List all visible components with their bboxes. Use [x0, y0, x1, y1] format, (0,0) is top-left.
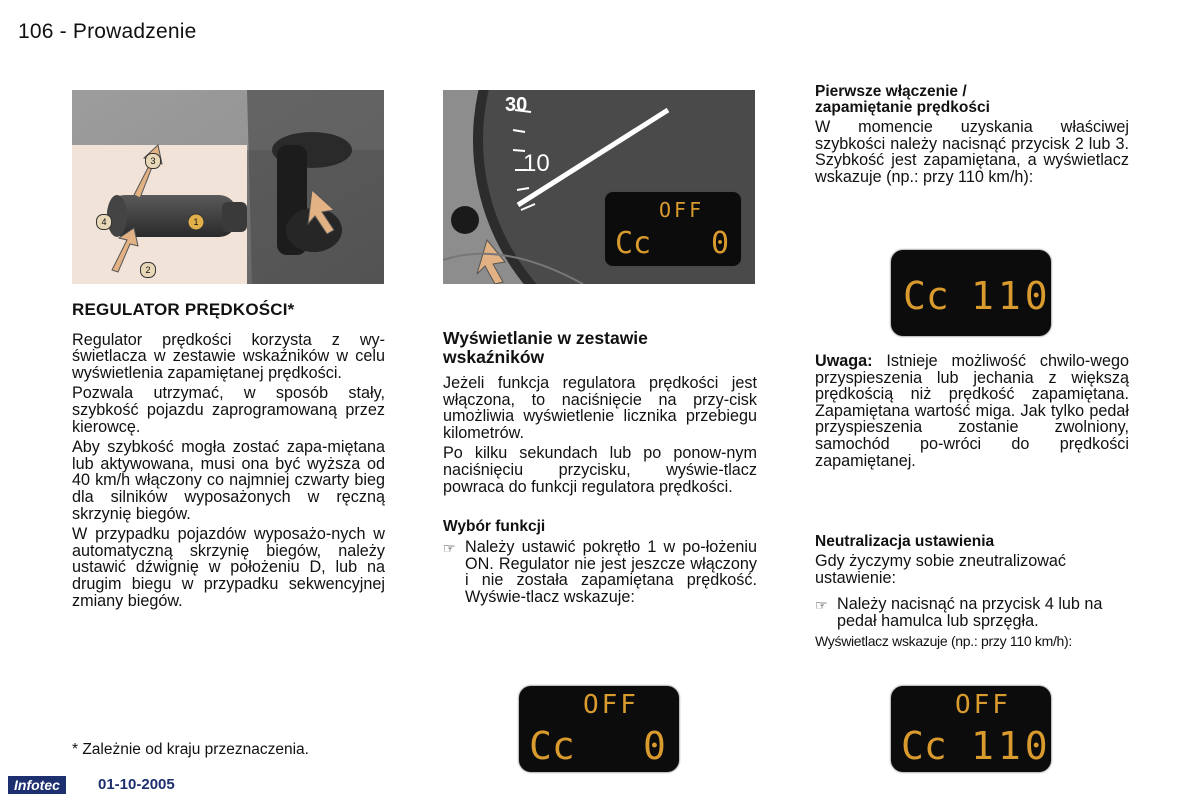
brand-logo: Infotec [8, 776, 66, 794]
display-caption: Wyświetlacz wskazuje (np.: przy 110 km/h): [815, 633, 1072, 650]
note-paragraph [815, 353, 1129, 469]
display-value: 0 [643, 724, 670, 768]
column-3 [815, 84, 1129, 189]
note-block [815, 353, 1129, 473]
paragraph: Gdy życzymy sobie zneutralizować ustawienie: [815, 552, 1066, 587]
display-off: OFF [955, 690, 1011, 720]
paragraph: W momencie uzyskania właściwej szybkości należy nacisnąć przycisk 2 lub 3. Szybkość jest zapamiętana, a wyświetlacz wskazuje (np.: przy 110 km/h): [815, 118, 1129, 186]
callout-1: 1 [193, 217, 199, 227]
sub-heading: Wybór funkcji [443, 518, 546, 536]
sub-heading: Neutralizacja ustawienia [815, 533, 995, 550]
display-neutralized [891, 686, 1051, 772]
paragraph: Aby szybkość mogła zostać zapa-miętana lub aktywowana, musi ona być wyższa od 40 km/h włączony co najmniej czwarty bieg dla silników wyposażonych w ręczną skrzynię biegów. [72, 438, 385, 523]
pointing-hand-icon: ☞ [443, 540, 456, 557]
section-heading: Wyświetlanie w zestawie wskaźników [443, 328, 648, 367]
display-off: OFF [583, 690, 639, 720]
bullet-text: Należy nacisnąć na przycisk 4 lub na pedał hamulca lub sprzęgła. [837, 595, 1103, 630]
callout-3: 3 [145, 153, 161, 169]
display-function-select [519, 686, 679, 772]
gauge-lcd-off: OFF [659, 198, 705, 222]
footer-date: 01-10-2005 [98, 776, 175, 793]
instruction-bullet [815, 596, 1129, 629]
paragraph: Jeżeli funkcja regulatora prędkości jest włączona, to naciśnięcie na przy-cisk umożliwia wyświetlenie licznika przebiegu kilometrów. [443, 374, 757, 442]
gauge-lcd [605, 192, 741, 266]
neutralize-block [815, 534, 1129, 650]
display-cc: Cc [901, 724, 947, 768]
paragraph: Regulator prędkości korzysta z wy-świetlacza w zestawie wskaźników w celu wyświetlenia zapamiętanej prędkości. [72, 330, 385, 382]
paragraph: Pozwala utrzymać, w sposób stały, szybkość pojazdu zaprogramowaną przez kierowcę. [72, 384, 385, 436]
paragraph: W przypadku pojazdów wyposażo-nych w automatyczną skrzynię biegów, należy ustawić dźwignię w położeniu D, lub na drugim biegu w przypadku sekwencyjnej zmiany biegów. [72, 525, 385, 610]
gauge-lcd-cc: Cc [615, 226, 652, 261]
gauge-illustration [443, 90, 755, 284]
section-heading: REGULATOR PRĘDKOŚCI* [72, 300, 295, 319]
instruction-bullet [443, 539, 757, 605]
display-cc: Cc [529, 724, 575, 768]
bullet-text: Należy ustawić pokrętło 1 w po-łożeniu ON. Regulator nie jest jeszcze włączony i nie została zapamiętana prędkość. Wyświe-tlacz wskazuje: [465, 538, 757, 606]
stalk-illustration [72, 90, 384, 284]
note-label: Uwaga: [815, 352, 873, 370]
page-title: 106 - Prowadzenie [18, 20, 197, 43]
gauge-lcd-value: 0 [711, 226, 734, 261]
section-heading: Pierwsze włączenie / zapamiętanie prędkości [815, 83, 990, 116]
pointing-hand-icon: ☞ [815, 597, 828, 614]
column-2 [443, 329, 757, 606]
callout-4: 4 [96, 214, 112, 230]
display-speed-saved [891, 250, 1051, 336]
note-text: Istnieje możliwość chwilo-wego przyspieszenia lub jechania z większą prędkością niż prędkość zapamiętana. Zapamiętana wartość miga. Jak tylko pedał przyspieszenia zostanie zwolniony, samochód po-wróci do prędkości zapamiętanej. [815, 352, 1129, 470]
callout-2: 2 [140, 262, 156, 278]
display-value: 110 [971, 724, 1052, 768]
gauge-tick-30: 30 [505, 94, 528, 116]
display-cc: Cc [903, 274, 949, 318]
paragraph: Po kilku sekundach lub po ponow-nym naciśnięciu przycisku, wyświe-tlacz powraca do funkcji regulatora prędkości. [443, 444, 757, 496]
display-value: 110 [971, 274, 1052, 318]
column-1 [72, 302, 385, 613]
footnote: * Zależnie od kraju przeznaczenia. [72, 741, 309, 758]
gauge-tick-10: 10 [523, 150, 550, 177]
